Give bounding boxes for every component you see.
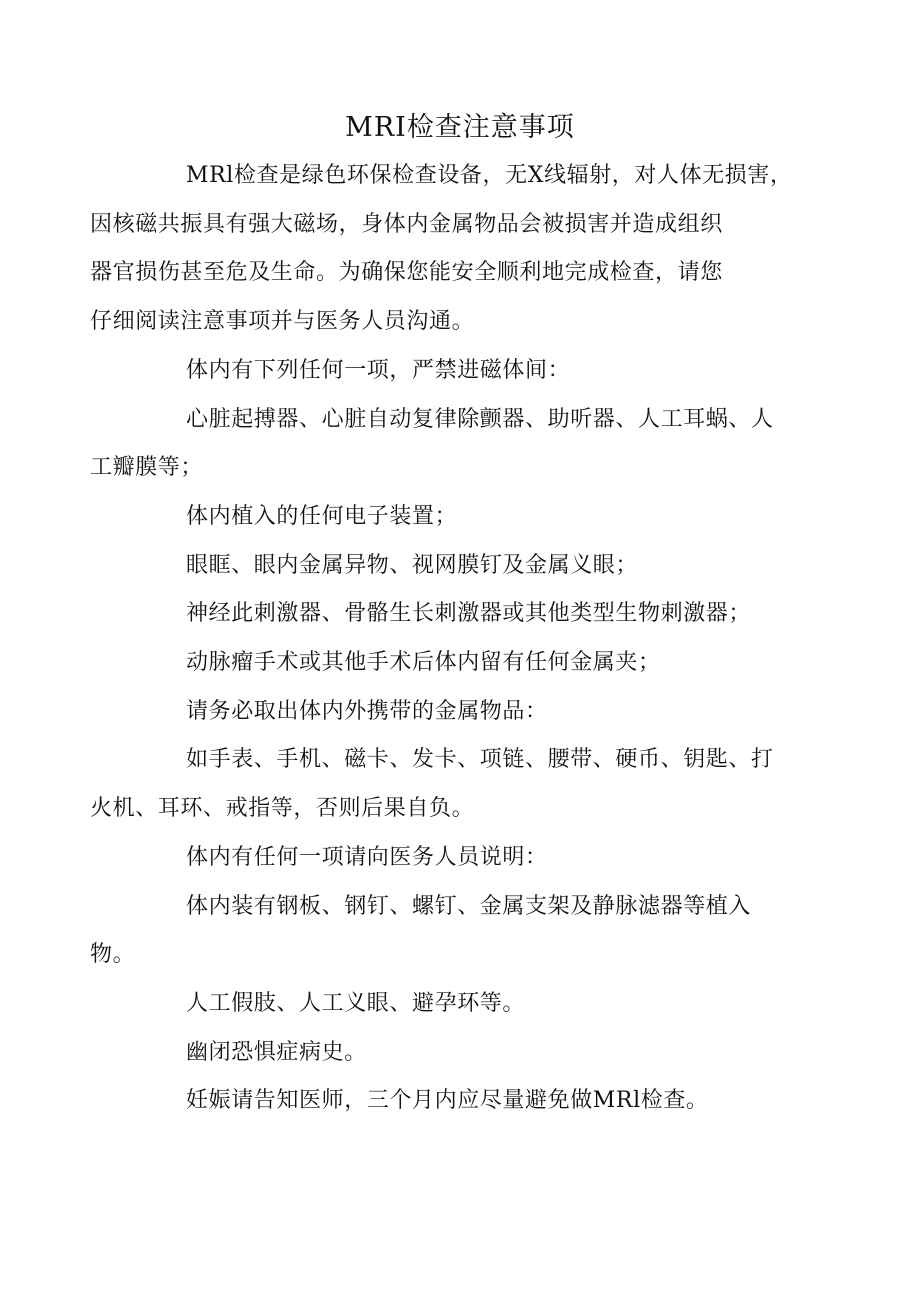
remove-heading: 请务必取出体内外携带的金属物品：: [186, 698, 548, 724]
explain-item-1-line: 体内装有钢板、钢钉、螺钉、金属支架及静脉滤器等植入: [186, 893, 752, 919]
prohibited-item-1: [90, 396, 798, 493]
intro-line: MRl检查是绿色环保检查设备，无X线辐射，对人体无损害，: [186, 163, 793, 188]
explain-item-4: 妊娠请告知医师，三个月内应尽量避免做MRl检查。: [186, 1088, 709, 1114]
remove-item: [90, 736, 798, 833]
intro-line: 仔细阅读注意事项并与医务人员沟通。: [90, 309, 475, 335]
remove-item-line: 火机、耳环、戒指等，否则后果自负。: [90, 796, 475, 822]
document-body: [90, 152, 798, 1126]
prohibited-heading: 体内有下列任何一项，严禁进磁体间：: [186, 357, 571, 383]
prohibited-item-5: 动脉瘤手术或其他手术后体内留有任何金属夹；: [186, 650, 661, 676]
explain-item-3: 幽闭恐惧症病史。: [186, 1039, 367, 1065]
intro-line: 器官损伤甚至危及生命。为确保您能安全顺利地完成检查，请您: [90, 260, 723, 286]
explain-heading: 体内有任何一项请向医务人员说明：: [186, 844, 548, 870]
document-title: MRI检查注意事项: [345, 112, 575, 143]
explain-item-1: [90, 883, 798, 980]
prohibited-item-3: 眼眶、眼内金属异物、视网膜钉及金属义眼；: [186, 552, 639, 578]
intro-paragraph: [90, 152, 798, 347]
remove-item-line: 如手表、手机、磁卡、发卡、项链、腰带、硬币、钥匙、打: [186, 747, 774, 773]
explain-item-2: 人工假肢、人工义眼、避孕环等。: [186, 990, 526, 1016]
prohibited-item-2: 体内植入的任何电子装置；: [186, 503, 458, 529]
prohibited-item-4: 神经此刺激器、骨骼生长刺激器或其他类型生物刺激器；: [186, 601, 752, 627]
intro-line: 因核磁共振具有强大磁场，身体内金属物品会被损害并造成组织: [90, 211, 723, 237]
prohibited-item-1-line: 工瓣膜等；: [90, 455, 204, 481]
explain-item-1-line: 物。: [90, 942, 136, 968]
prohibited-item-1-line: 心脏起搏器、心脏自动复律除颤器、助听器、人工耳蜗、人: [186, 406, 774, 432]
